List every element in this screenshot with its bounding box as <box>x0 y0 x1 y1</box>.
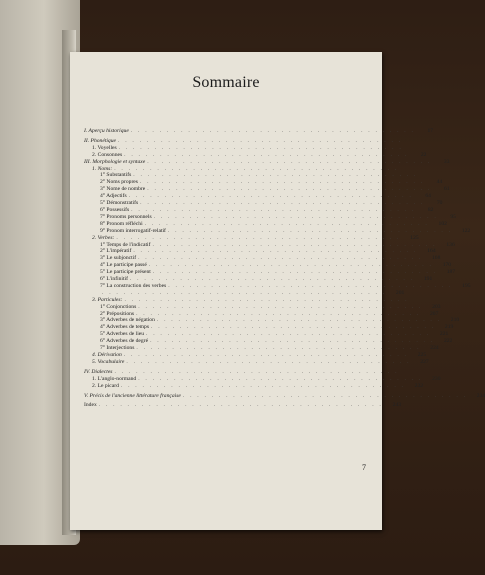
toc-leader-dots: . . . . . . . . . . . . . . . . . . . . . . . . . . . . . . . . . . . . . . . . <box>147 186 432 193</box>
toc-entry <box>84 234 419 242</box>
toc-leader-dots: . . . . . . . . . . . . . . . . . . . . . . . . . . . . . . . . . . . . . . . . <box>114 165 399 172</box>
toc-entry-page: 17 <box>427 128 434 134</box>
toc-leader-dots: . . . . . . . . . . . . . . . . . . . . . . . . . . . . . . . . . . . . . . . . <box>138 255 423 262</box>
page-number: 7 <box>362 463 366 472</box>
toc-entry <box>84 358 429 366</box>
toc-entry-label: Index <box>84 402 97 409</box>
toc-entry-label: 6° Possessifs <box>100 206 130 213</box>
toc-entry-label: 2° L'impératif <box>100 248 132 255</box>
toc-entry-page: 225 <box>417 352 427 358</box>
toc-entry-label: 4° Adverbes de temps <box>100 324 149 331</box>
toc-entry-page: 44 <box>436 179 443 186</box>
toc-leader-dots: . . . . . . . . . . . . . . . . . . . . . . . . . . . . . . . . . . . . . . . . <box>136 310 421 317</box>
toc-entry-page: 227 <box>420 358 429 365</box>
toc-entry <box>84 282 471 290</box>
toc-entry <box>84 206 434 214</box>
toc-entry <box>84 227 471 235</box>
toc-entry <box>84 200 443 207</box>
toc-leader-dots: . . . . . . . . . . . . . . . . . . . . . . . . . . . . . . . . . . . . . . . . <box>182 392 468 399</box>
toc-entry-page: 234 <box>476 392 485 399</box>
toc-leader-dots: . . . . . . . . . . . . . . . . . . . . . . . . . . . . . . . . . . . . . . . . <box>168 282 453 289</box>
toc-entry-label: 3. Particules: <box>92 296 123 303</box>
toc-entry-label: 5° Adverbes de lieu <box>100 331 145 338</box>
toc-leader-dots: . . . . . . . . . . . . . . . . . . . . . . . . . . . . . . . . . . . . . . . . <box>98 402 384 409</box>
toc-leader-dots: . . . . . . . . . . . . . . . . . . . . . . . . . . . . . . . . . . . . . . . . <box>126 358 411 365</box>
toc-entry <box>84 289 405 297</box>
toc-leader-dots: . . . . . . . . . . . . . . . . . . . . . . . . . . . . . . . . . . . . . . . . <box>147 158 432 165</box>
toc-entry-page: 22 <box>420 151 427 158</box>
toc-leader-dots: . . . . . . . . . . . . . . . . . . . . . . . . . . . . . . . . . . . . . . . . <box>152 269 438 276</box>
toc-entry-page: 187 <box>446 269 456 276</box>
toc-entry-label: 5° Le participe présent <box>100 269 151 276</box>
toc-entry-label: 7° Interjections <box>100 345 135 352</box>
toc-entry-page: 191 <box>423 276 433 283</box>
toc-entry <box>84 375 441 383</box>
toc-entry-label: V. Précis de l'ancienne littérature française <box>84 392 181 399</box>
toc-entry-label: 5° Démonstratifs <box>100 200 139 207</box>
toc-entry <box>84 213 456 221</box>
toc-entry-label: 6° L'infinitif <box>100 276 128 283</box>
toc-entry-label: 6° Adverbes de degré <box>100 338 149 345</box>
table-of-contents <box>84 128 485 409</box>
right-page <box>70 52 485 530</box>
toc-leader-dots: . . . . . . . . . . . . . . . . . . . . . . . . . . . . . . . . . . . . . . . . <box>144 220 429 227</box>
toc-entry <box>84 269 456 276</box>
toc-entry-page: 33 <box>443 158 450 165</box>
toc-leader-dots: . . . . . . . . . . . . . . . . . . . . . . . . . . . . . . . . . . . . . . . . <box>102 289 387 296</box>
toc-leader-dots: . . . . . . . . . . . . . . . . . . . . . . . . . . . . . . . . . . . . . . . . <box>138 375 423 382</box>
toc-entry <box>84 276 433 283</box>
toc-entry-label: 4° Adjectifs <box>100 193 127 200</box>
toc-entry-label: 4. Dérivation <box>92 352 122 358</box>
toc-entry-page: 64 <box>425 193 431 200</box>
toc-entry-label: 2. Consonnes <box>92 151 123 158</box>
toc-leader-dots: . . . . . . . . . . . . . . . . . . . . . . . . . . . . . . . . . . . . . . . . <box>152 241 437 248</box>
toc-entry-label: 3° Le subjonctif <box>100 255 137 262</box>
toc-entry <box>84 144 403 152</box>
toc-leader-dots: . . . . . . . . . . . . . . . . . . . . . . . . . . . . . . . . . . . . . . . . <box>156 317 442 324</box>
toc-leader-dots: . . . . . . . . . . . . . . . . . . . . . . . . . . . . . . . . . . . . . . . . <box>167 227 453 234</box>
toc-entry-page: 232 <box>414 382 424 389</box>
toc-leader-dots: . . . . . . . . . . . . . . . . . . . . . . . . . . . . . . . . . . . . . . . . <box>133 172 418 179</box>
toc-entry-label: 3° Nome de nombre <box>100 186 146 193</box>
toc-entry <box>84 345 439 352</box>
toc-entry-label: 1. L'anglo-normand <box>92 375 137 382</box>
toc-entry-page: 164 <box>427 248 436 255</box>
toc-entry-page: 221 <box>439 331 449 338</box>
toc-entry <box>84 220 447 228</box>
toc-entry-page: 201 <box>395 289 405 296</box>
toc-entry <box>84 151 427 159</box>
toc-entry-page: 230 <box>432 375 441 382</box>
toc-entry-page: 102 <box>438 220 447 227</box>
toc-entry-page: 195 <box>462 282 471 289</box>
toc-leader-dots: . . . . . . . . . . . . . . . . . . . . . . . . . . . . . . . . . . . . . . . . <box>116 234 401 241</box>
toc-entry-page: 219 <box>444 324 454 331</box>
toc-entry-page: 203 <box>432 303 441 310</box>
toc-leader-dots: . . . . . . . . . . . . . . . . . . . . . . . . . . . . . . . . . . . . . . . . <box>120 382 406 389</box>
toc-entry-label: 2° Prépositions <box>100 310 135 317</box>
toc-entry-page: 95 <box>450 213 456 220</box>
toc-entry <box>84 303 441 311</box>
toc-entry-label: 1. Voyelles <box>92 144 117 151</box>
toc-entry <box>84 368 399 376</box>
toc-entry <box>84 392 485 400</box>
toc-leader-dots: . . . . . . . . . . . . . . . . . . . . . . . . . . . . . . . . . . . . . . . . <box>150 338 435 345</box>
toc-leader-dots: . . . . . . . . . . . . . . . . . . . . . . . . . . . . . . . . . . . . . . . . <box>139 179 425 186</box>
toc-entry-page: 136 <box>446 241 455 248</box>
toc-leader-dots: . . . . . . . . . . . . . . . . . . . . . . . . . . . . . . . . . . . . . . . . <box>138 303 423 310</box>
toc-entry-label: 8° Pronom réfléchi <box>100 220 143 227</box>
toc-leader-dots: . . . . . . . . . . . . . . . . . . . . . . . . . . . . . . . . . . . . . . . . <box>118 137 403 144</box>
toc-entry-page: 122 <box>461 227 471 234</box>
toc-entry-page: 210 <box>450 317 460 324</box>
toc-leader-dots: . . . . . . . . . . . . . . . . . . . . . . . . . . . . . . . . . . . . . . . . <box>123 352 409 358</box>
toc-entry-label: III. Morphologie et syntaxe <box>84 158 146 165</box>
toc-entry-label: 2. Le picard <box>92 382 119 389</box>
toc-leader-dots: . . . . . . . . . . . . . . . . . . . . . . . . . . . . . . . . . . . . . . . . <box>136 345 421 352</box>
toc-entry-page: 243 <box>392 402 402 409</box>
toc-leader-dots: . . . . . . . . . . . . . . . . . . . . . . . . . . . . . . . . . . . . . . . . <box>133 248 418 255</box>
toc-leader-dots: . . . . . . . . . . . . . . . . . . . . . . . . . . . . . . . . . . . . . . . . <box>118 144 403 151</box>
toc-entry-label: 1° Conjonctions <box>100 303 137 310</box>
toc-entry-page: 170 <box>442 262 452 269</box>
toc-entry-label: 5. Vocabulaire <box>92 358 125 365</box>
toc-leader-dots: . . . . . . . . . . . . . . . . . . . . . . . . . . . . . . . . . . . . . . . . <box>130 128 416 134</box>
toc-leader-dots: . . . . . . . . . . . . . . . . . . . . . . . . . . . . . . . . . . . . . . . . <box>148 262 434 269</box>
toc-entry-label: 1. Noms: <box>92 165 113 172</box>
toc-entry-label: 7° Pronoms personnels <box>100 213 152 220</box>
toc-leader-dots: . . . . . . . . . . . . . . . . . . . . . . . . . . . . . . . . . . . . . . . . <box>124 151 409 158</box>
page-title: Sommaire <box>192 74 260 91</box>
toc-leader-dots: . . . . . . . . . . . . . . . . . . . . . . . . . . . . . . . . . . . . . . . . <box>129 276 415 283</box>
toc-entry-label: 2. Verbes: <box>92 234 115 241</box>
toc-entry-page: 224 <box>430 345 439 352</box>
toc-entry-label: 2° Noms propres <box>100 179 138 186</box>
toc-leader-dots: . . . . . . . . . . . . . . . . . . . . . . . . . . . . . . . . . . . . . . . . <box>146 331 431 338</box>
toc-entry-label: II. Phonétique <box>84 137 116 144</box>
toc-leader-dots: . . . . . . . . . . . . . . . . . . . . . . . . . . . . . . . . . . . . . . . . <box>140 200 425 207</box>
toc-entry-page: 222 <box>443 338 453 345</box>
toc-entry-page: 82 <box>427 206 434 213</box>
toc-entry <box>84 402 402 409</box>
toc-leader-dots: . . . . . . . . . . . . . . . . . . . . . . . . . . . . . . . . . . . . . . . . <box>151 324 436 331</box>
toc-leader-dots: . . . . . . . . . . . . . . . . . . . . . . . . . . . . . . . . . . . . . . . . <box>114 368 399 375</box>
toc-entry-page: 125 <box>410 234 419 241</box>
toc-entry <box>84 382 424 390</box>
toc-entry-page: 70 <box>436 200 443 207</box>
toc-entry-label: 1° Substantifs <box>100 172 132 179</box>
toc-entry-label: 3° Adverbes de négation <box>100 317 155 324</box>
toc-entry-label: 4° Le participe passé <box>100 262 147 269</box>
toc-entry <box>84 128 434 135</box>
toc-entry <box>84 296 409 304</box>
toc-entry <box>84 158 450 166</box>
toc-entry-page: 207 <box>429 310 439 317</box>
toc-entry-label: 9° Pronom interrogatif-relatif <box>100 227 166 234</box>
toc-entry-label: 1° Temps de l'indicatif <box>100 241 151 248</box>
toc-entry-page: 61 <box>443 186 450 193</box>
toc-entry-label: IV. Dialectes <box>84 368 113 375</box>
toc-leader-dots: . . . . . . . . . . . . . . . . . . . . . . . . . . . . . . . . . . . . . . . . <box>124 296 409 303</box>
toc-entry <box>84 352 427 359</box>
toc-entry-label: 7° La construction des verbes <box>100 282 167 289</box>
toc-leader-dots: . . . . . . . . . . . . . . . . . . . . . . . . . . . . . . . . . . . . . . . . <box>128 193 413 200</box>
toc-leader-dots: . . . . . . . . . . . . . . . . . . . . . . . . . . . . . . . . . . . . . . . . <box>131 206 416 213</box>
toc-entry-label: I. Aperçu historique <box>84 128 129 134</box>
toc-entry-page: 168 <box>432 255 441 262</box>
toc-leader-dots: . . . . . . . . . . . . . . . . . . . . . . . . . . . . . . . . . . . . . . . . <box>153 213 438 220</box>
toc-entry <box>84 137 403 145</box>
